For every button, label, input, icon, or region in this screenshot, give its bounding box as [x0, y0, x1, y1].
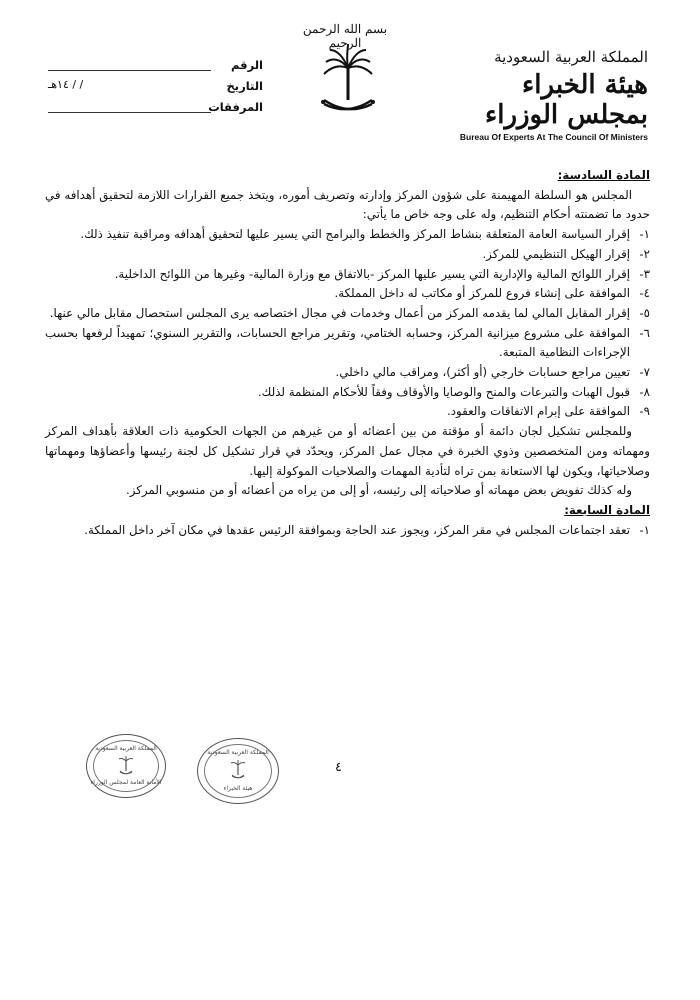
- article-6-item: [45, 363, 650, 383]
- article-6-committees-paragraph: وللمجلس تشكيل لجان دائمة أو مؤقتة من بين أعضائه أو من غيرهم من الجهات الحكومية ذات العلاقة بأهداف المركز ومهماته ومن المتخصصين وذوي الخبرة في مجال عمل المركز، ويحدّد في قرار تشكيل كل لجنة رئيسها وأعضاؤها ومهماتها وصلاحياتها، ويكون لها الاستعانة بمن تراه لتأدية المهمات والصلاحيات الموكولة إليها.: [45, 424, 650, 478]
- item-number: ٢-: [639, 246, 650, 261]
- article-6-item: [45, 225, 650, 245]
- item-text: الموافقة على مشروع ميزانية المركز، وحسابه الختامي، وتقرير مراجع الحسابات، والتقرير السنوي؛ تمهيداً لرفعها بحسب الإجراءات النظامية المتبعة.: [45, 325, 630, 360]
- bureau-name-english: Bureau Of Experts At The Council Of Ministers: [459, 132, 648, 142]
- item-text: تعيين مراجع حسابات خارجي (أو أكثر)، ومراقب مالي داخلي.: [335, 365, 630, 380]
- reference-attachments-field: [48, 100, 211, 113]
- article-6-delegation-paragraph: وله كذلك تفويض بعض مهماته أو صلاحياته إلى رئيسه، أو إلى من يراه من أعضائه أو من منسوبي المركز.: [126, 483, 632, 498]
- item-text: إقرار الهيكل التنظيمي للمركز.: [482, 246, 630, 261]
- article-6-item: [45, 324, 650, 363]
- stamp-right-bottom-text: هيئة الخبراء: [223, 785, 253, 792]
- article-6-item: [45, 284, 650, 304]
- article-7-heading: المادة السابعة:: [564, 502, 650, 517]
- stamp-emblem-icon: [230, 759, 246, 781]
- item-number: ١-: [639, 522, 650, 537]
- item-number: ٨-: [639, 384, 650, 399]
- reference-number-field: [48, 58, 211, 71]
- article-6-item: [45, 383, 650, 403]
- article-6-item: [45, 265, 650, 285]
- reference-number-label: الرقم: [231, 57, 263, 72]
- stamp-emblem-icon: [118, 755, 134, 777]
- item-number: ٥-: [639, 305, 650, 320]
- item-number: ٧-: [639, 365, 650, 380]
- official-stamp-right: [197, 738, 279, 804]
- item-text: إقرار المقابل المالي لما يقدمه المركز من أعمال وخدمات في مجال اختصاصه يرى المجلس استحصال مقابل مالي عنها.: [49, 305, 630, 320]
- item-text: قبول الهبات والتبرعات والمنح والوصايا والأوقاف وفقاً للأحكام المنظمة لذلك.: [257, 384, 630, 399]
- kingdom-name: المملكة العربية السعودية: [494, 48, 648, 66]
- stamp-left-top-text: المملكة العربية السعودية: [95, 745, 157, 752]
- page-number: ٤: [335, 760, 342, 775]
- saudi-emblem-icon: [318, 40, 378, 120]
- article-6-item: [45, 245, 650, 265]
- letterhead: [448, 48, 648, 142]
- item-number: ٤-: [639, 286, 650, 301]
- article-6-item: [45, 402, 650, 422]
- official-stamp-left: [86, 734, 166, 798]
- item-text: إقرار اللوائح المالية والإدارية التي يسير عليها المركز -بالاتفاق مع وزارة المالية- وغيرها من اللوائح الداخلية.: [114, 266, 630, 281]
- item-text: الموافقة على إبرام الاتفاقات والعقود.: [447, 404, 630, 419]
- item-text: إقرار السياسة العامة المتعلقة بنشاط المركز والخطط والبرامج التي يسير عليها لتحقيق أهدافه ومراقبة تنفيذ ذلك.: [80, 227, 630, 242]
- stamp-right-top-text: المملكة العربية السعودية: [207, 749, 269, 756]
- stamp-left-bottom-text: الأمانة العامة لمجلس الوزراء: [90, 779, 162, 786]
- item-text: تعقد اجتماعات المجلس في مقر المركز، ويجوز عند الحاجة وبموافقة الرئيس عقدها في مكان آخر داخل المملكة.: [84, 522, 630, 537]
- item-number: ٣-: [639, 266, 650, 281]
- reference-date-value: / / ١٤هـ: [48, 77, 84, 91]
- item-number: ٩-: [639, 404, 650, 419]
- basmala: بسم الله الرحمن الرحيم: [302, 22, 388, 50]
- reference-date-label: التاريخ: [226, 78, 263, 93]
- article-7-item: [45, 521, 650, 541]
- reference-attachments-label: المرفقات: [208, 99, 263, 114]
- reference-number-row: [48, 54, 263, 75]
- document-body: [45, 166, 650, 540]
- item-number: ١-: [639, 227, 650, 242]
- reference-attachments-row: [48, 96, 263, 117]
- article-6-heading: المادة السادسة:: [557, 168, 650, 182]
- bureau-name-arabic: هيئة الخبراء بمجلس الوزراء: [485, 70, 648, 130]
- article-6-item: [45, 304, 650, 324]
- reference-date-row: [48, 75, 263, 96]
- item-number: ٦-: [639, 325, 650, 340]
- article-6-intro: المجلس هو السلطة المهيمنة على شؤون المركز وإدارته وتصريف أموره، ويتخذ جميع القرارات اللازمة لتحقيق أهدافه في حدود ما تضمنته أحكام التنظيم، وله على وجه خاص ما يأتي:: [45, 187, 650, 222]
- reference-block: [48, 54, 263, 117]
- item-text: الموافقة على إنشاء فروع للمركز أو مكاتب له داخل المملكة.: [334, 286, 630, 301]
